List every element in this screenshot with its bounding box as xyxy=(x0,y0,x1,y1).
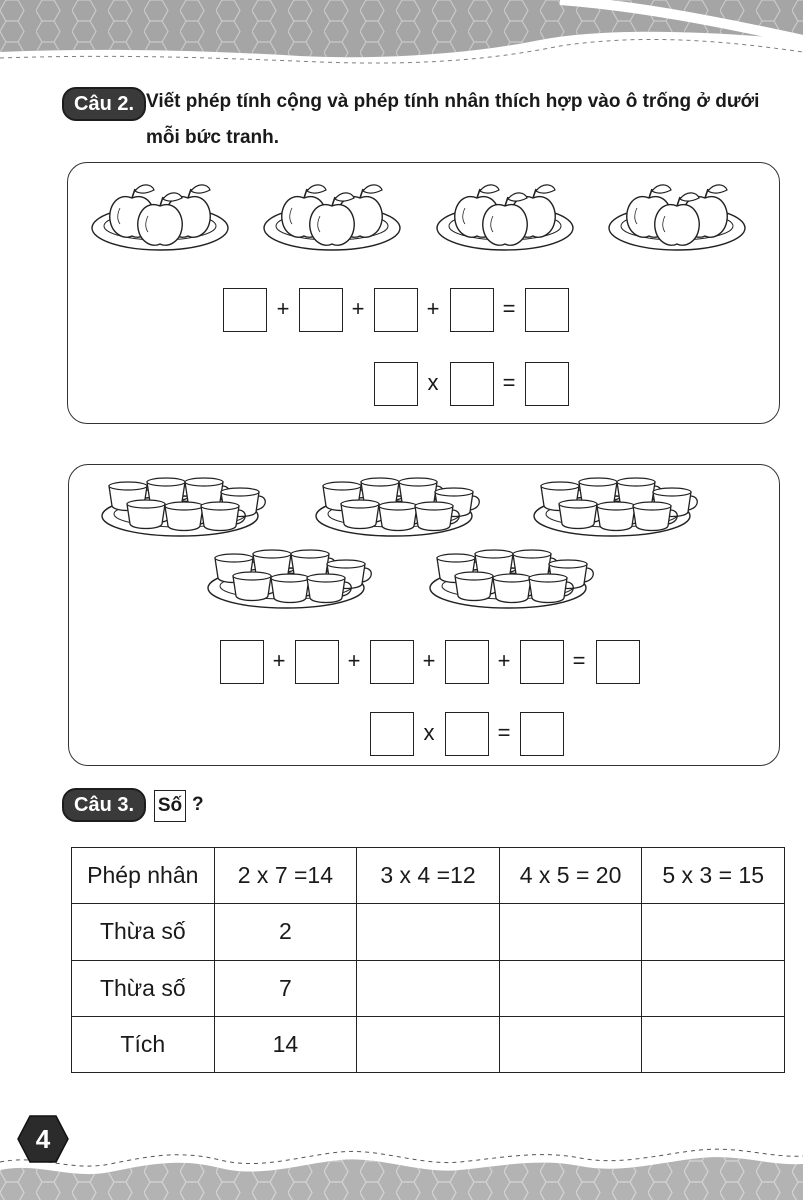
page-number: 4 xyxy=(35,1124,51,1154)
plus-sign: + xyxy=(422,648,436,673)
bottom-decorative-band xyxy=(0,1140,803,1200)
answer-box[interactable] xyxy=(220,640,264,684)
top-decorative-band xyxy=(0,0,803,70)
apple-plate-1 xyxy=(92,185,228,250)
answer-box[interactable] xyxy=(596,640,640,684)
question-2-instruction: Viết phép tính cộng và phép tính nhân thích hợp vào ô trống ở dưới mỗi bức tranh. xyxy=(146,91,760,148)
equals-sign: = xyxy=(572,648,586,673)
question-mark: ? xyxy=(192,794,204,815)
answer-box[interactable] xyxy=(374,362,418,406)
apple-plate-3 xyxy=(437,185,573,250)
plus-sign: + xyxy=(497,648,511,673)
table-cell: 14 xyxy=(214,1016,357,1072)
cup-trays-illustration xyxy=(92,474,772,614)
answer-box[interactable] xyxy=(520,712,564,756)
equals-sign: = xyxy=(502,370,516,395)
row-label: Thừa số xyxy=(72,960,215,1016)
cup-tray-4 xyxy=(208,550,371,608)
table-header-cell: 5 x 3 = 15 xyxy=(642,848,785,904)
page-number-badge xyxy=(16,1113,70,1165)
cup-tray-2 xyxy=(316,478,479,536)
table-cell-blank[interactable] xyxy=(642,960,785,1016)
row-label: Tích xyxy=(72,1016,215,1072)
answer-box[interactable] xyxy=(445,712,489,756)
table-cell-blank[interactable] xyxy=(642,1016,785,1072)
answer-box[interactable] xyxy=(223,288,267,332)
table-row xyxy=(72,904,785,960)
table-cell-blank[interactable] xyxy=(357,1016,500,1072)
plus-sign: + xyxy=(426,296,440,321)
boxed-word: Số xyxy=(154,790,186,822)
answer-box[interactable] xyxy=(450,288,494,332)
answer-box[interactable] xyxy=(299,288,343,332)
plus-sign: + xyxy=(347,648,361,673)
cup-tray-5 xyxy=(430,550,593,608)
answer-box[interactable] xyxy=(374,288,418,332)
answer-box[interactable] xyxy=(525,288,569,332)
apple-plate-4 xyxy=(609,185,745,250)
table-header-row xyxy=(72,848,785,904)
table-cell-blank[interactable] xyxy=(357,960,500,1016)
answer-box[interactable] xyxy=(520,640,564,684)
times-sign: x xyxy=(427,370,439,395)
question-3-badge: Câu 3. xyxy=(62,788,146,822)
table-cell-blank[interactable] xyxy=(499,904,642,960)
answer-box[interactable] xyxy=(370,712,414,756)
answer-box[interactable] xyxy=(445,640,489,684)
answer-box[interactable] xyxy=(295,640,339,684)
answer-box[interactable] xyxy=(525,362,569,406)
plus-sign: + xyxy=(272,648,286,673)
question-2-badge: Câu 2. xyxy=(62,87,146,121)
table-header-cell: 2 x 7 =14 xyxy=(214,848,357,904)
answer-box[interactable] xyxy=(370,640,414,684)
table-header-cell: 3 x 4 =12 xyxy=(357,848,500,904)
plus-sign: + xyxy=(351,296,365,321)
answer-box[interactable] xyxy=(450,362,494,406)
table-row xyxy=(72,960,785,1016)
row-label: Thừa số xyxy=(72,904,215,960)
table-cell: 7 xyxy=(214,960,357,1016)
equals-sign: = xyxy=(497,720,511,745)
table-header-cell: 4 x 5 = 20 xyxy=(499,848,642,904)
cup-tray-1 xyxy=(102,478,265,536)
apple-plates-illustration xyxy=(80,178,770,260)
equals-sign: = xyxy=(502,296,516,321)
multiplication-table xyxy=(71,847,785,1073)
apple-plate-2 xyxy=(264,185,400,250)
table-cell: 2 xyxy=(214,904,357,960)
times-sign: x xyxy=(423,720,435,745)
table-cell-blank[interactable] xyxy=(499,1016,642,1072)
table-row xyxy=(72,1016,785,1072)
table-cell-blank[interactable] xyxy=(499,960,642,1016)
table-cell-blank[interactable] xyxy=(357,904,500,960)
plus-sign: + xyxy=(276,296,290,321)
cup-tray-3 xyxy=(534,478,697,536)
table-cell-blank[interactable] xyxy=(642,904,785,960)
table-header-cell: Phép nhân xyxy=(72,848,215,904)
